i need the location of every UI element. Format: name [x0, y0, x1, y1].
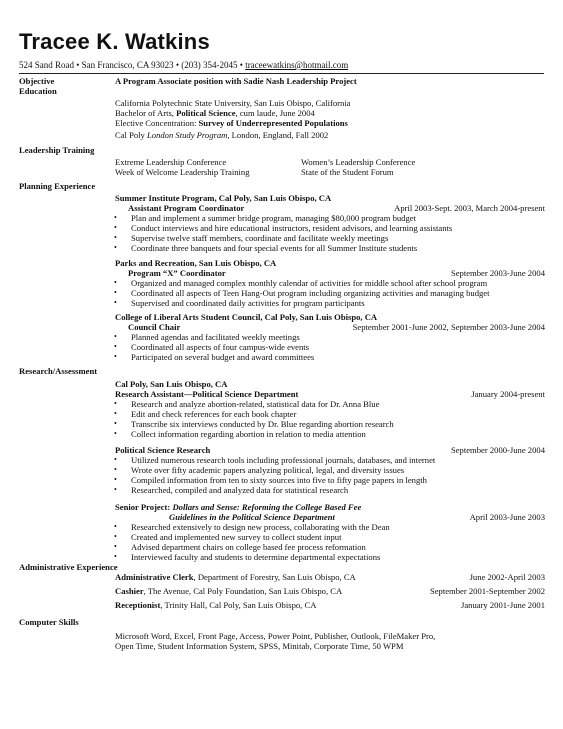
research-section [115, 379, 545, 563]
leadership-item: Week of Welcome Leadership Training [115, 166, 250, 177]
job-bullets [115, 213, 545, 253]
skills-line: Open Time, Student Information System, SPSS, Minitab, Corporate Time, 50 WPM [115, 640, 404, 651]
job-title-row [115, 445, 545, 455]
admin-section [115, 572, 545, 610]
job-bullets [115, 455, 545, 495]
job-dates: April 2003-Sept. 2003, March 2004-present [394, 203, 545, 214]
job-dates: September 2000-June 2004 [450, 445, 545, 456]
section-label: Objective [19, 76, 55, 86]
job-org: , Department of Forestry, San Luis Obispo, CA [193, 572, 356, 583]
list-item: • Coordinate three banquets and four special events for all Summer Institute students [115, 243, 545, 253]
job-title: Receptionist [115, 600, 161, 611]
planning-label: Planning Experience [19, 180, 96, 191]
list-item: • Planned agendas and facilitated weekly meetings [115, 332, 545, 342]
list-item: • Research and analyze abortion-related, statistical data for Dr. Anna Blue [115, 399, 545, 409]
education-school: California Polytechnic State University, San Luis Obispo, California [115, 98, 351, 109]
list-item: • Wrote over fifty academic papers analyzing political, legal, and diversity issues [115, 465, 545, 475]
job-title-row [115, 512, 545, 522]
job-title: Assistant Program Coordinator [128, 203, 245, 214]
list-item: • Coordinated all aspects of four campus-wide events [115, 342, 545, 352]
admin-label: Administrative Experience [19, 562, 118, 573]
job-bullets [115, 278, 545, 308]
concentration-name: Survey of Underrepresented Populations [198, 118, 348, 129]
job-org: Parks and Recreation, San Luis Obispo, CA [115, 257, 277, 268]
job-dates: January 2001-June 2001 [460, 600, 545, 611]
job-title: Council Chair [128, 322, 181, 333]
education-section [115, 98, 545, 140]
header-divider [19, 73, 544, 74]
degree-major: Political Science [176, 108, 236, 119]
job-dates: June 2002-April 2003 [469, 572, 545, 583]
job-dates: September 2001-June 2002, September 2003-June 2004 [352, 322, 545, 333]
job-bullets [115, 522, 545, 562]
list-item: • Compiled information from ten to sixty sources into five to fifty page papers in length [115, 475, 545, 485]
research-label: Research/Assessment [19, 366, 98, 377]
education-label: Education [19, 86, 57, 97]
job-bullets [115, 399, 545, 439]
job-org: , Trinity Hall, Cal Poly, San Luis Obispo, CA [160, 600, 317, 611]
leadership-section [115, 157, 545, 177]
leadership-item: Extreme Leadership Conference [115, 156, 227, 167]
leadership-label: Leadership Training [19, 144, 95, 155]
list-item: • Researched extensively to design new process, collaborating with the Dean [115, 522, 545, 532]
job-org: College of Liberal Arts Student Council, Cal Poly, San Luis Obispo, CA [115, 311, 378, 322]
list-item: • Coordinated all aspects of Teen Hang-Out program including organizing activities and managing budget [115, 288, 545, 298]
education-degree [115, 108, 545, 118]
job-title: Political Science Research [115, 445, 211, 456]
objective-section [19, 76, 545, 86]
job-dates: April 2003-June 2003 [469, 511, 545, 522]
list-item: • Advised department chairs on college based fee process reformation [115, 542, 545, 552]
list-item: • Conduct interviews and hire educational instructors, resident advisors, and learning assistants [115, 223, 545, 233]
job-title-row [115, 268, 545, 278]
planning-section [115, 193, 545, 363]
job-dates: September 2001-September 2002 [429, 586, 545, 597]
concentration-prefix: Elective Concentration: [115, 118, 199, 129]
admin-job-row [115, 572, 545, 582]
list-item: • Transcribe six interviews conducted by Dr. Blue regarding abortion research [115, 419, 545, 429]
job-org: Summer Institute Program, Cal Poly, San Luis Obispo, CA [115, 192, 332, 203]
job-title-row [115, 203, 545, 213]
study-program: London Study Program [147, 130, 228, 141]
senior-project-name-cont: Guidelines in the Political Science Department [169, 511, 335, 522]
list-item: • Supervised and coordinated daily activities for program participants [115, 298, 545, 308]
admin-job-row [115, 600, 545, 610]
list-item: • Plan and implement a summer bridge program, managing $80,000 program budget [115, 213, 545, 223]
education-study-abroad [115, 130, 545, 140]
senior-project-title [115, 502, 545, 512]
email-link[interactable]: traceewatkins@hotmail.com [245, 60, 349, 70]
objective-text: A Program Associate position with Sadie Nash Leadership Project [115, 76, 357, 86]
degree-suffix: , cum laude, June 2004 [235, 108, 315, 119]
list-item: • Edit and check references for each book chapter [115, 409, 545, 419]
job-title-row [115, 322, 545, 332]
list-item: • Created and implemented new survey to collect student input [115, 532, 545, 542]
job-title: Cashier [115, 586, 144, 597]
admin-job-row [115, 586, 545, 596]
job-title: Research Assistant—Political Science Department [115, 388, 299, 399]
research-org: Cal Poly, San Luis Obispo, CA [115, 378, 228, 389]
list-item: • Organized and managed complex monthly calendar of activities for middle school after school program [115, 278, 545, 288]
list-item: • Collect information regarding abortion in relation to media attention [115, 429, 545, 439]
job-title: Program “X” Coordinator [128, 267, 226, 278]
senior-project-name: Dollars and Sense: Reforming the College Based Fee [172, 501, 362, 512]
senior-project-prefix: Senior Project: [115, 501, 173, 512]
skills-label: Computer Skills [19, 616, 79, 627]
list-item: • Supervise twelve staff members, coordinate and facilitate weekly meetings [115, 233, 545, 243]
resume-body [19, 76, 545, 651]
skills-section [115, 631, 545, 651]
education-concentration [115, 118, 545, 128]
list-item: • Participated on several budget and award committees [115, 352, 545, 362]
study-suffix: , London, England, Fall 2002 [227, 130, 329, 141]
leadership-item: State of the Student Forum [301, 166, 394, 177]
list-item: • Researched, compiled and analyzed data for statistical research [115, 485, 545, 495]
list-item: • Interviewed faculty and students to determine departmental expectations [115, 552, 545, 562]
study-prefix: Cal Poly [115, 130, 147, 141]
job-title-row [115, 389, 545, 399]
contact-line [19, 60, 348, 70]
candidate-name: Tracee K. Watkins [19, 29, 210, 54]
degree-prefix: Bachelor of Arts, [115, 108, 177, 119]
job-bullets [115, 332, 545, 362]
job-org: , The Avenue, Cal Poly Foundation, San Luis Obispo, CA [143, 586, 343, 597]
job-title: Administrative Clerk [115, 572, 194, 583]
job-dates: January 2004-present [471, 388, 545, 399]
address-text: 524 Sand Road • San Francisco, CA 93023 • (203) 354-2045 • [19, 60, 246, 70]
list-item: • Utilized numerous research tools including professional journals, databases, and internet [115, 455, 545, 465]
job-dates: September 2003-June 2004 [450, 267, 545, 278]
leadership-item: Women’s Leadership Conference [301, 156, 416, 167]
skills-line: Microsoft Word, Excel, Front Page, Access, Power Point, Publisher, Outlook, FileMaker Pro, [115, 630, 436, 641]
